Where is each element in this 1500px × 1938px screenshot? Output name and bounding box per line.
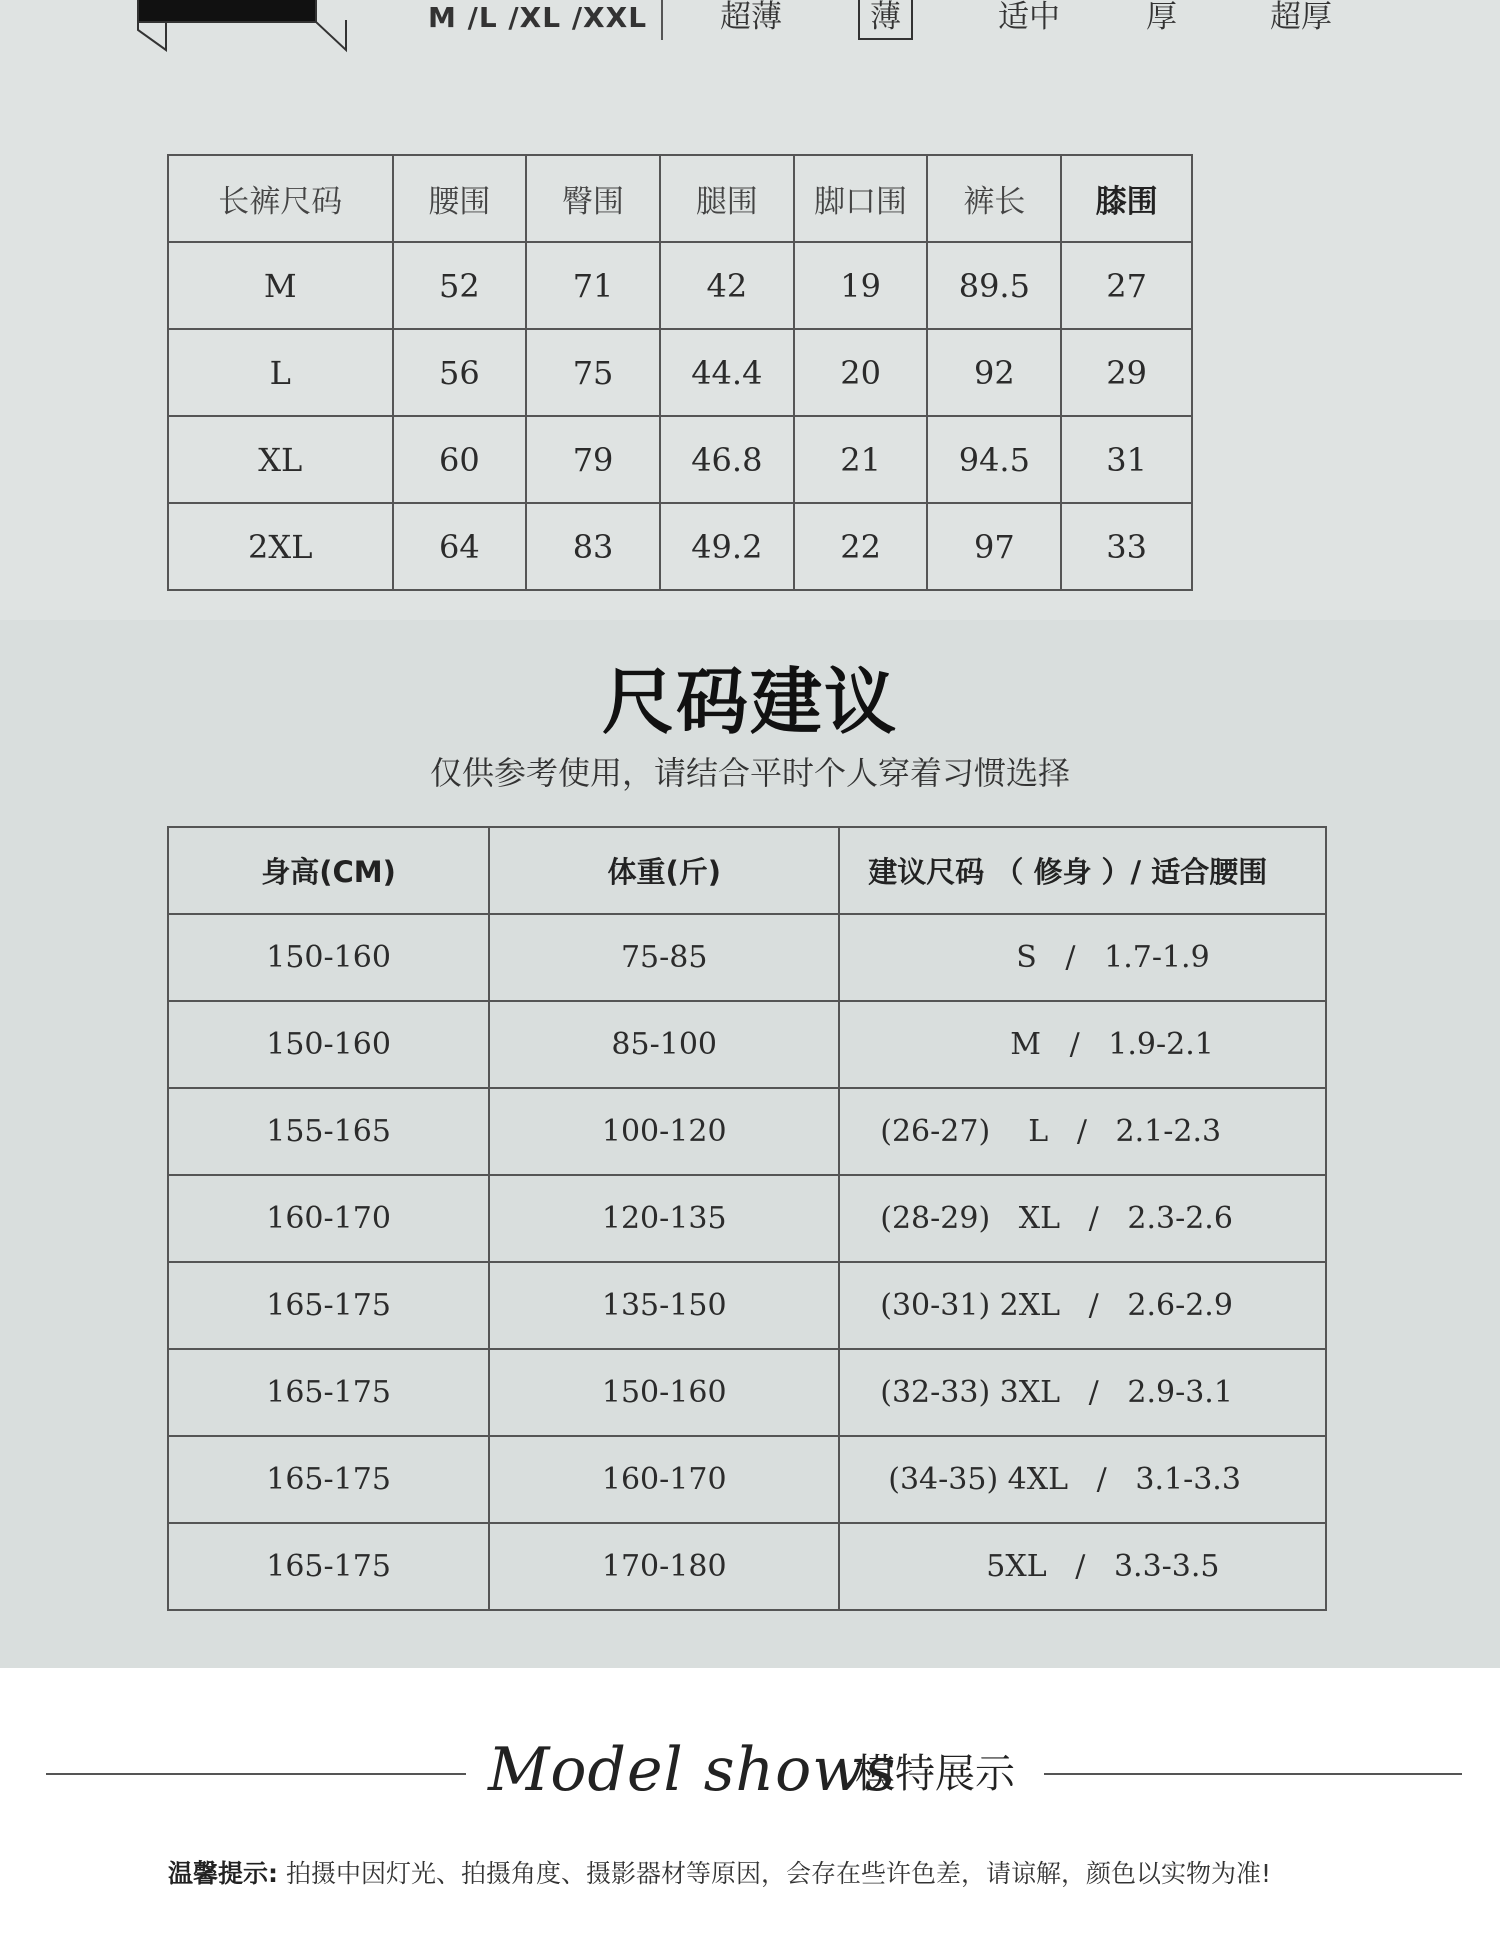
table-cell: (32-33) 3XL / 2.9-3.1 xyxy=(839,1349,1326,1436)
table-cell: 94.5 xyxy=(927,416,1061,503)
table-cell: 71 xyxy=(526,242,660,329)
table-cell: 60 xyxy=(393,416,527,503)
table-row xyxy=(168,1523,1326,1610)
header-cell: 体重(斤) xyxy=(489,827,839,914)
table-cell: 22 xyxy=(794,503,928,590)
table-cell: 46.8 xyxy=(660,416,794,503)
table-cell: 165-175 xyxy=(168,1262,489,1349)
table-cell: 75 xyxy=(526,329,660,416)
table-cell: 64 xyxy=(393,503,527,590)
table-row xyxy=(168,1262,1326,1349)
table-cell: M xyxy=(168,242,393,329)
divider-left xyxy=(46,1773,466,1775)
thickness-option-thin-selected: 薄 xyxy=(858,0,913,40)
table-cell: 79 xyxy=(526,416,660,503)
thickness-option-ultra-thick: 超厚 xyxy=(1270,0,1332,35)
table-row xyxy=(168,329,1192,416)
table-cell: 89.5 xyxy=(927,242,1061,329)
table-cell: (28-29) XL / 2.3-2.6 xyxy=(839,1175,1326,1262)
table-cell: 52 xyxy=(393,242,527,329)
table-cell: 83 xyxy=(526,503,660,590)
top-strip xyxy=(0,0,1500,60)
header-cell: 身高(CM) xyxy=(168,827,489,914)
thickness-option-ultra-thin: 超薄 xyxy=(720,0,782,35)
table-cell: 160-170 xyxy=(489,1436,839,1523)
table-row xyxy=(168,503,1192,590)
table-row xyxy=(168,1349,1326,1436)
pants-size-table xyxy=(167,154,1193,591)
table-row xyxy=(168,1175,1326,1262)
table-cell: 170-180 xyxy=(489,1523,839,1610)
box-icon xyxy=(130,0,360,56)
table-cell: (26-27) L / 2.1-2.3 xyxy=(839,1088,1326,1175)
model-shows-script-title: Model shows xyxy=(488,1735,897,1805)
header-cell: 裤长 xyxy=(927,155,1061,242)
table-cell: 20 xyxy=(794,329,928,416)
table-cell: 160-170 xyxy=(168,1175,489,1262)
table-row xyxy=(168,416,1192,503)
table-row xyxy=(168,914,1326,1001)
table-cell: 97 xyxy=(927,503,1061,590)
table-cell: M / 1.9-2.1 xyxy=(839,1001,1326,1088)
table-cell: 44.4 xyxy=(660,329,794,416)
notice xyxy=(168,1854,1271,1894)
section-subtitle: 仅供参考使用，请结合平时个人穿着习惯选择 xyxy=(429,754,1070,792)
table-cell: S / 1.7-1.9 xyxy=(839,914,1326,1001)
table-row xyxy=(168,1001,1326,1088)
header-cell: 腰围 xyxy=(393,155,527,242)
table-header-row xyxy=(168,155,1192,242)
size-recommendation-table xyxy=(167,826,1327,1611)
header-cell: 膝围 xyxy=(1061,155,1192,242)
notice-text: 拍摄中因灯光、拍摄角度、摄影器材等原因，会存在些许色差，请谅解，颜色以实物为准! xyxy=(285,1859,1271,1888)
table-cell: 165-175 xyxy=(168,1349,489,1436)
size-range-label: M /L /XL /XXL xyxy=(428,0,663,40)
table-header-row xyxy=(168,827,1326,914)
table-cell: (30-31) 2XL / 2.6-2.9 xyxy=(839,1262,1326,1349)
section-title: 尺码建议 xyxy=(601,660,898,744)
table-row xyxy=(168,1088,1326,1175)
header-cell: 建议尺码 （ 修身 ）/ 适合腰围 xyxy=(839,827,1326,914)
table-cell: 56 xyxy=(393,329,527,416)
thickness-option-medium: 适中 xyxy=(998,0,1060,35)
table-cell: 27 xyxy=(1061,242,1192,329)
header-cell: 臀围 xyxy=(526,155,660,242)
table-cell: 120-135 xyxy=(489,1175,839,1262)
table-cell: 5XL / 3.3-3.5 xyxy=(839,1523,1326,1610)
table-cell: 85-100 xyxy=(489,1001,839,1088)
table-cell: 31 xyxy=(1061,416,1192,503)
table-cell: 150-160 xyxy=(168,914,489,1001)
table-cell: (34-35) 4XL / 3.1-3.3 xyxy=(839,1436,1326,1523)
table-cell: 150-160 xyxy=(168,1001,489,1088)
table-cell: 165-175 xyxy=(168,1523,489,1610)
table-cell: 2XL xyxy=(168,503,393,590)
table-cell: 92 xyxy=(927,329,1061,416)
thickness-option-thick: 厚 xyxy=(1146,0,1177,35)
table-cell: 49.2 xyxy=(660,503,794,590)
table-cell: 33 xyxy=(1061,503,1192,590)
table-cell: 165-175 xyxy=(168,1436,489,1523)
header-cell: 脚口围 xyxy=(794,155,928,242)
table-cell: 135-150 xyxy=(489,1262,839,1349)
divider-right xyxy=(1044,1773,1462,1775)
table-cell: 42 xyxy=(660,242,794,329)
table-cell: 21 xyxy=(794,416,928,503)
table-row xyxy=(168,1436,1326,1523)
table-cell: 150-160 xyxy=(489,1349,839,1436)
table-cell: 29 xyxy=(1061,329,1192,416)
table-row xyxy=(168,242,1192,329)
table-cell: 100-120 xyxy=(489,1088,839,1175)
table-cell: 75-85 xyxy=(489,914,839,1001)
table-cell: XL xyxy=(168,416,393,503)
header-cell: 长裤尺码 xyxy=(168,155,393,242)
table-cell: L xyxy=(168,329,393,416)
header-cell: 腿围 xyxy=(660,155,794,242)
model-shows-chinese-title: 模特展示 xyxy=(855,1751,1015,1797)
notice-label: 温馨提示: xyxy=(168,1859,278,1888)
table-cell: 155-165 xyxy=(168,1088,489,1175)
table-cell: 19 xyxy=(794,242,928,329)
